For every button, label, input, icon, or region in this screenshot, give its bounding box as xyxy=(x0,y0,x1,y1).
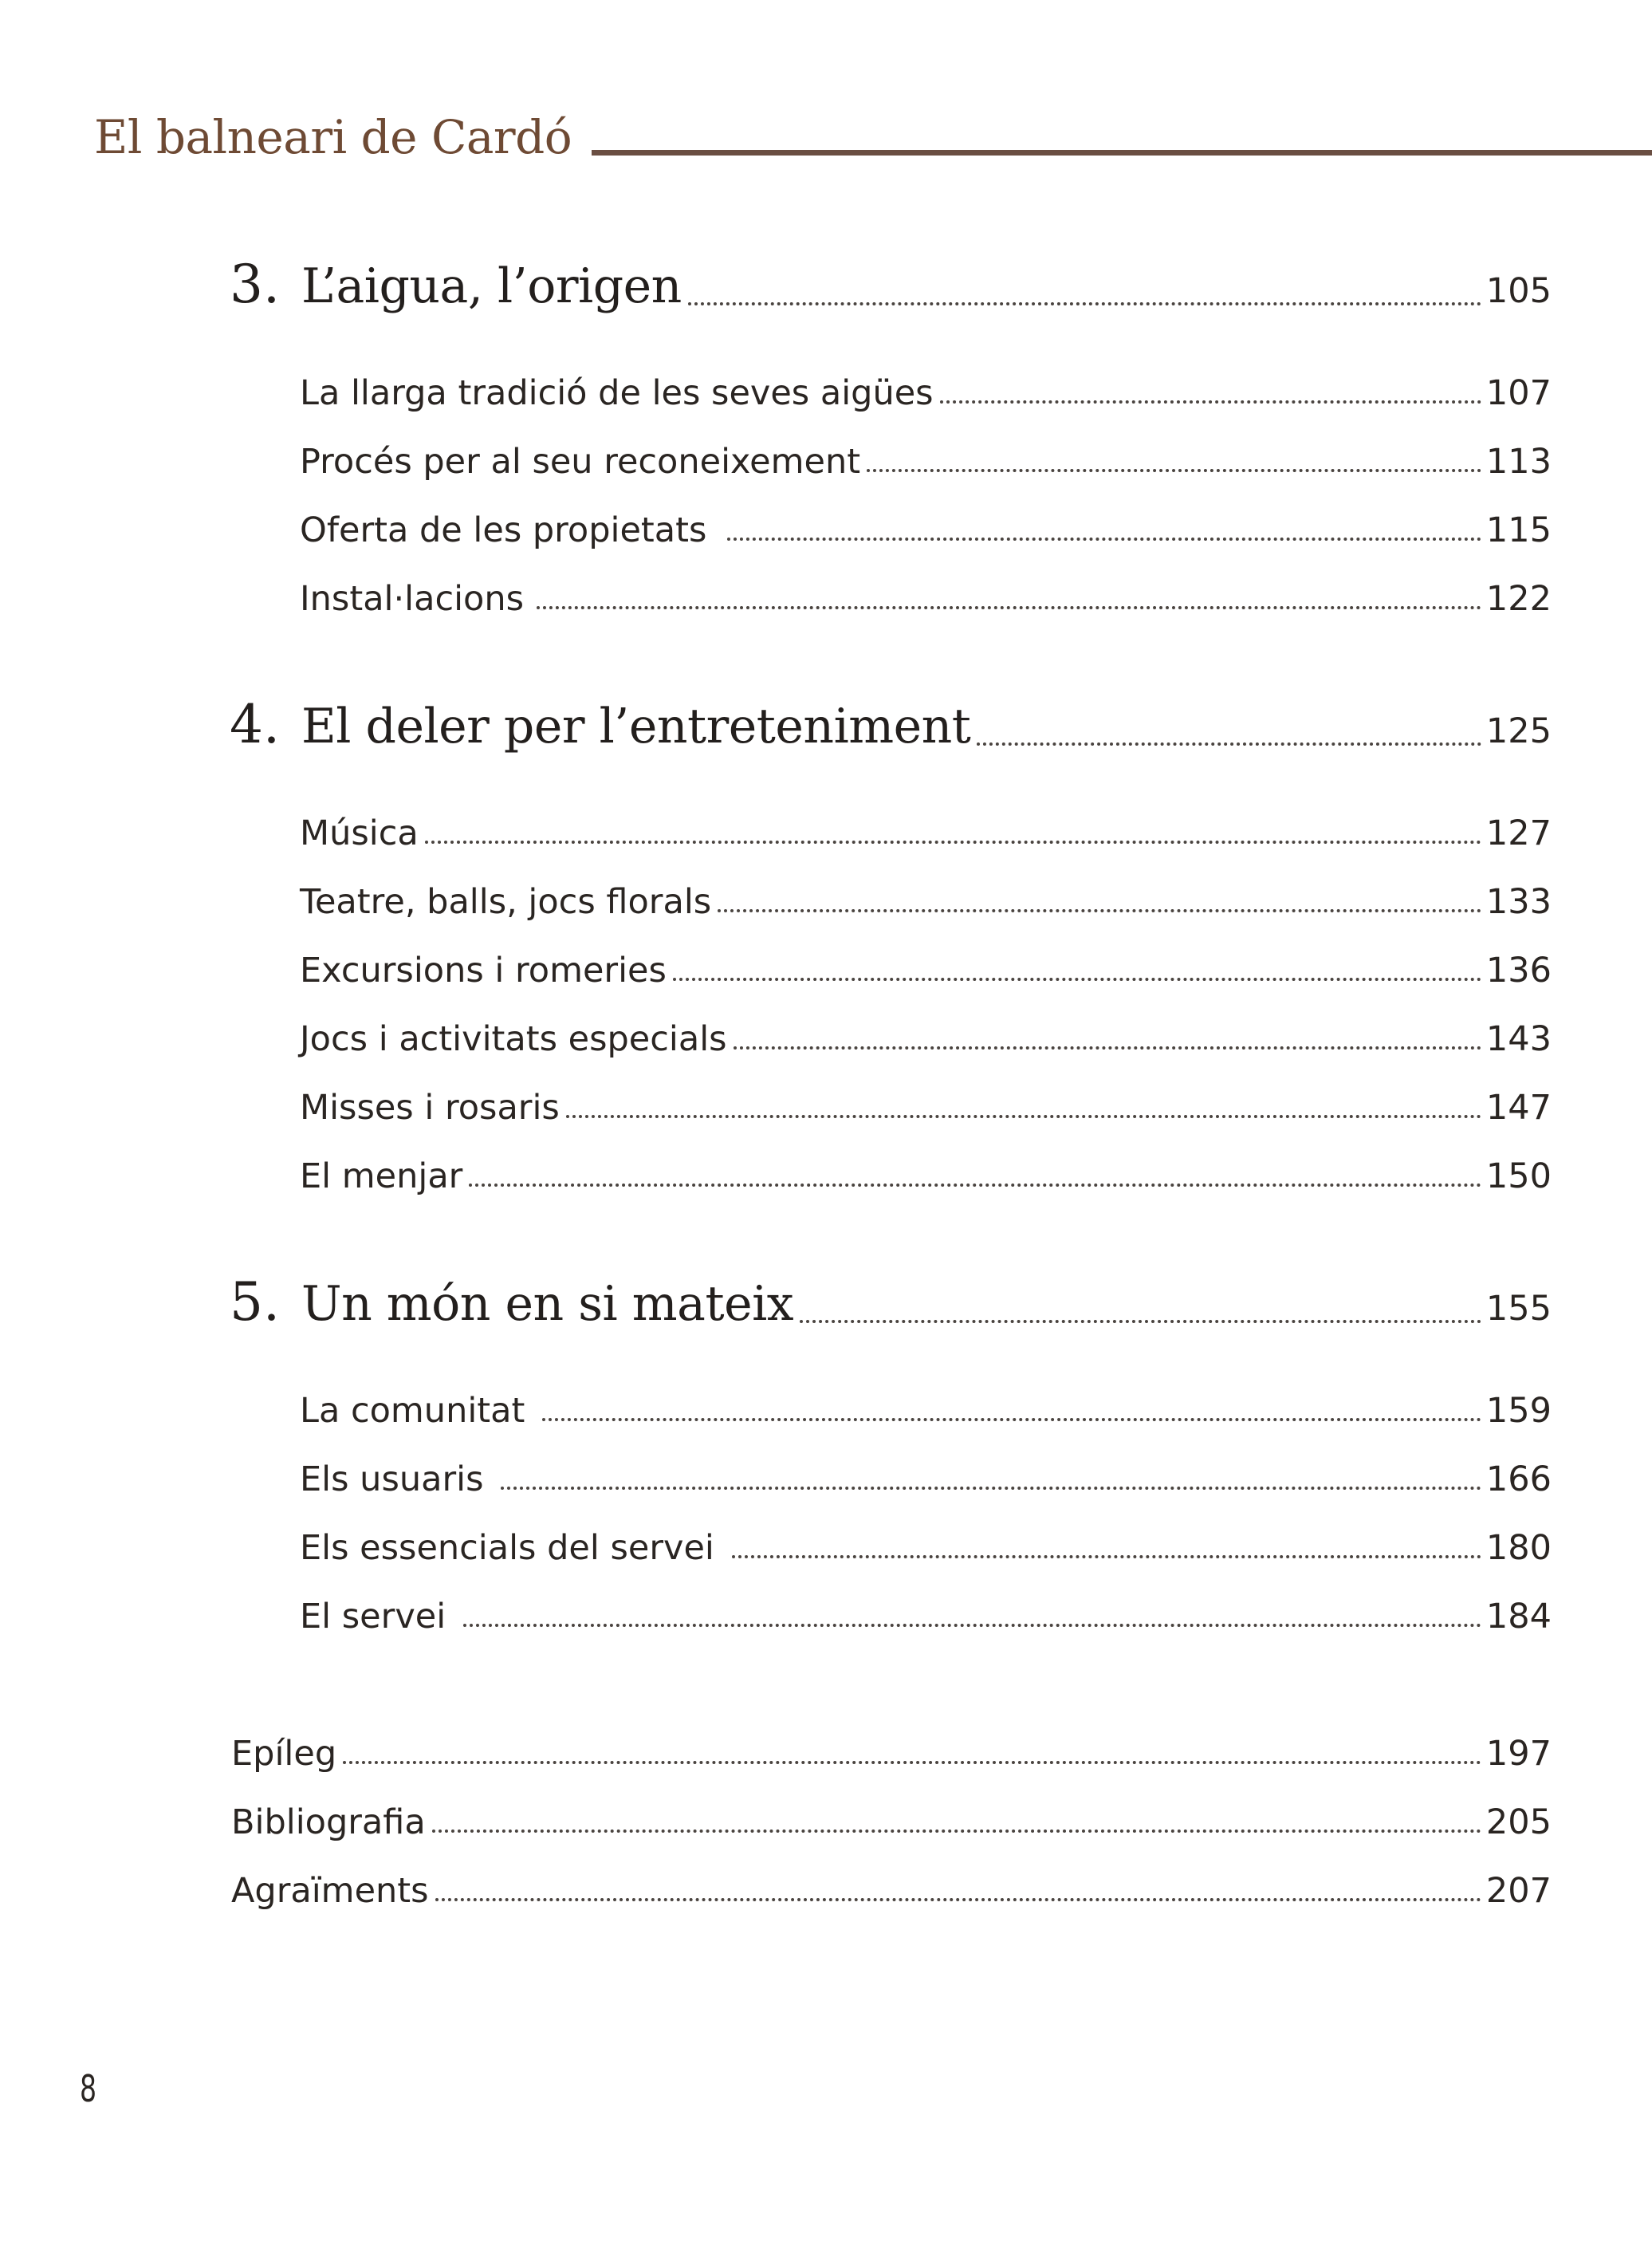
toc-entry[interactable] xyxy=(300,1156,1552,1196)
toc-entry[interactable] xyxy=(300,1528,1552,1568)
header-rule xyxy=(592,150,1652,156)
toc-entry-label: El menjar xyxy=(300,1156,463,1196)
toc-entry[interactable] xyxy=(300,882,1552,922)
toc-entry-page: 147 xyxy=(1485,1088,1552,1128)
dot-leader xyxy=(688,302,1481,305)
toc-entry-end-matter[interactable] xyxy=(231,1802,1552,1842)
toc-entry-label: Bibliografia xyxy=(231,1802,426,1842)
dot-leader xyxy=(566,1115,1481,1118)
toc-entry[interactable] xyxy=(300,951,1552,991)
toc-entry-label: Jocs i activitats especials xyxy=(300,1019,727,1059)
dot-leader xyxy=(469,1184,1481,1187)
dot-leader xyxy=(435,1898,1481,1901)
toc-entry-label: La comunitat xyxy=(300,1391,525,1431)
chapter-number: 3. xyxy=(230,254,280,315)
dot-leader xyxy=(732,1555,1481,1558)
toc-entry-page: 133 xyxy=(1485,882,1552,922)
toc-entry[interactable] xyxy=(300,1088,1552,1128)
toc-entry-label: Excursions i romeries xyxy=(300,951,667,991)
chapter-page-number: 125 xyxy=(1485,711,1552,751)
toc-entry-page: 159 xyxy=(1485,1391,1552,1431)
dot-leader xyxy=(940,400,1481,404)
toc-entry-label: Els usuaris xyxy=(300,1459,484,1499)
dot-leader xyxy=(542,1418,1481,1421)
toc-entry[interactable] xyxy=(300,442,1552,482)
toc-entry-page: 166 xyxy=(1485,1459,1552,1499)
running-header-title: El balneari de Cardó xyxy=(94,110,572,164)
toc-entry-label: Epíleg xyxy=(231,1734,337,1774)
dot-leader xyxy=(673,978,1481,981)
toc-entry-page: 143 xyxy=(1485,1019,1552,1059)
toc-entry[interactable] xyxy=(300,1597,1552,1636)
chapter-number: 5. xyxy=(230,1271,280,1333)
chapter-page-number: 155 xyxy=(1485,1289,1552,1329)
toc-entry-label: Misses i rosaris xyxy=(300,1088,560,1128)
toc-entry-page: 197 xyxy=(1485,1734,1552,1774)
toc-entry[interactable] xyxy=(300,1019,1552,1059)
chapter-title: Un món en si mateix xyxy=(301,1276,794,1332)
dot-leader xyxy=(718,909,1481,912)
toc-entry-page: 107 xyxy=(1485,373,1552,413)
toc-entry-page: 113 xyxy=(1485,442,1552,482)
toc-entry-label: Oferta de les propietats xyxy=(300,510,707,550)
toc-entry-page: 180 xyxy=(1485,1528,1552,1568)
chapter-heading-5[interactable] xyxy=(230,1271,1552,1333)
dot-leader xyxy=(867,469,1481,472)
toc-entry-label: Música xyxy=(300,813,419,853)
toc-entry-page: 122 xyxy=(1485,579,1552,619)
dot-leader xyxy=(727,538,1481,541)
toc-entry[interactable] xyxy=(300,1391,1552,1431)
chapter-title: El deler per l’entreteniment xyxy=(301,699,971,754)
toc-entry[interactable] xyxy=(300,510,1552,550)
dot-leader xyxy=(501,1487,1481,1490)
toc-entry-page: 205 xyxy=(1485,1802,1552,1842)
toc-entry[interactable] xyxy=(300,1459,1552,1499)
chapter-heading-4[interactable] xyxy=(230,694,1552,755)
toc-entry-page: 115 xyxy=(1485,510,1552,550)
toc-entry-label: La llarga tradició de les seves aigües xyxy=(300,373,934,413)
toc-entry-label: Teatre, balls, jocs florals xyxy=(300,882,712,922)
toc-entry-label: Instal·lacions xyxy=(300,579,525,619)
dot-leader xyxy=(343,1761,1481,1764)
chapter-number: 4. xyxy=(230,694,280,755)
toc-entry[interactable] xyxy=(300,373,1552,413)
toc-entry-page: 150 xyxy=(1485,1156,1552,1196)
dot-leader xyxy=(734,1046,1481,1050)
page-number: 8 xyxy=(80,2067,97,2110)
chapter-page-number: 105 xyxy=(1485,271,1552,311)
toc-entry-end-matter[interactable] xyxy=(231,1734,1552,1774)
toc-entry-label: Procés per al seu reconeixement xyxy=(300,442,861,482)
toc-entry-label: El servei xyxy=(300,1597,446,1636)
dot-leader xyxy=(432,1829,1481,1833)
toc-entry-end-matter[interactable] xyxy=(231,1871,1552,1911)
dot-leader xyxy=(463,1624,1481,1627)
chapter-heading-3[interactable] xyxy=(230,254,1552,315)
toc-entry-page: 136 xyxy=(1485,951,1552,991)
toc-entry[interactable] xyxy=(300,813,1552,853)
dot-leader xyxy=(977,742,1481,746)
dot-leader xyxy=(537,606,1481,609)
dot-leader xyxy=(800,1320,1481,1323)
toc-entry-label: Els essencials del servei xyxy=(300,1528,714,1568)
toc-entry-page: 127 xyxy=(1485,813,1552,853)
chapter-title: L’aigua, l’origen xyxy=(301,258,682,314)
toc-entry-page: 184 xyxy=(1485,1597,1552,1636)
toc-entry-label: Agraïments xyxy=(231,1871,429,1911)
toc-entry-page: 207 xyxy=(1485,1871,1552,1911)
toc-entry[interactable] xyxy=(300,579,1552,619)
dot-leader xyxy=(425,841,1481,844)
